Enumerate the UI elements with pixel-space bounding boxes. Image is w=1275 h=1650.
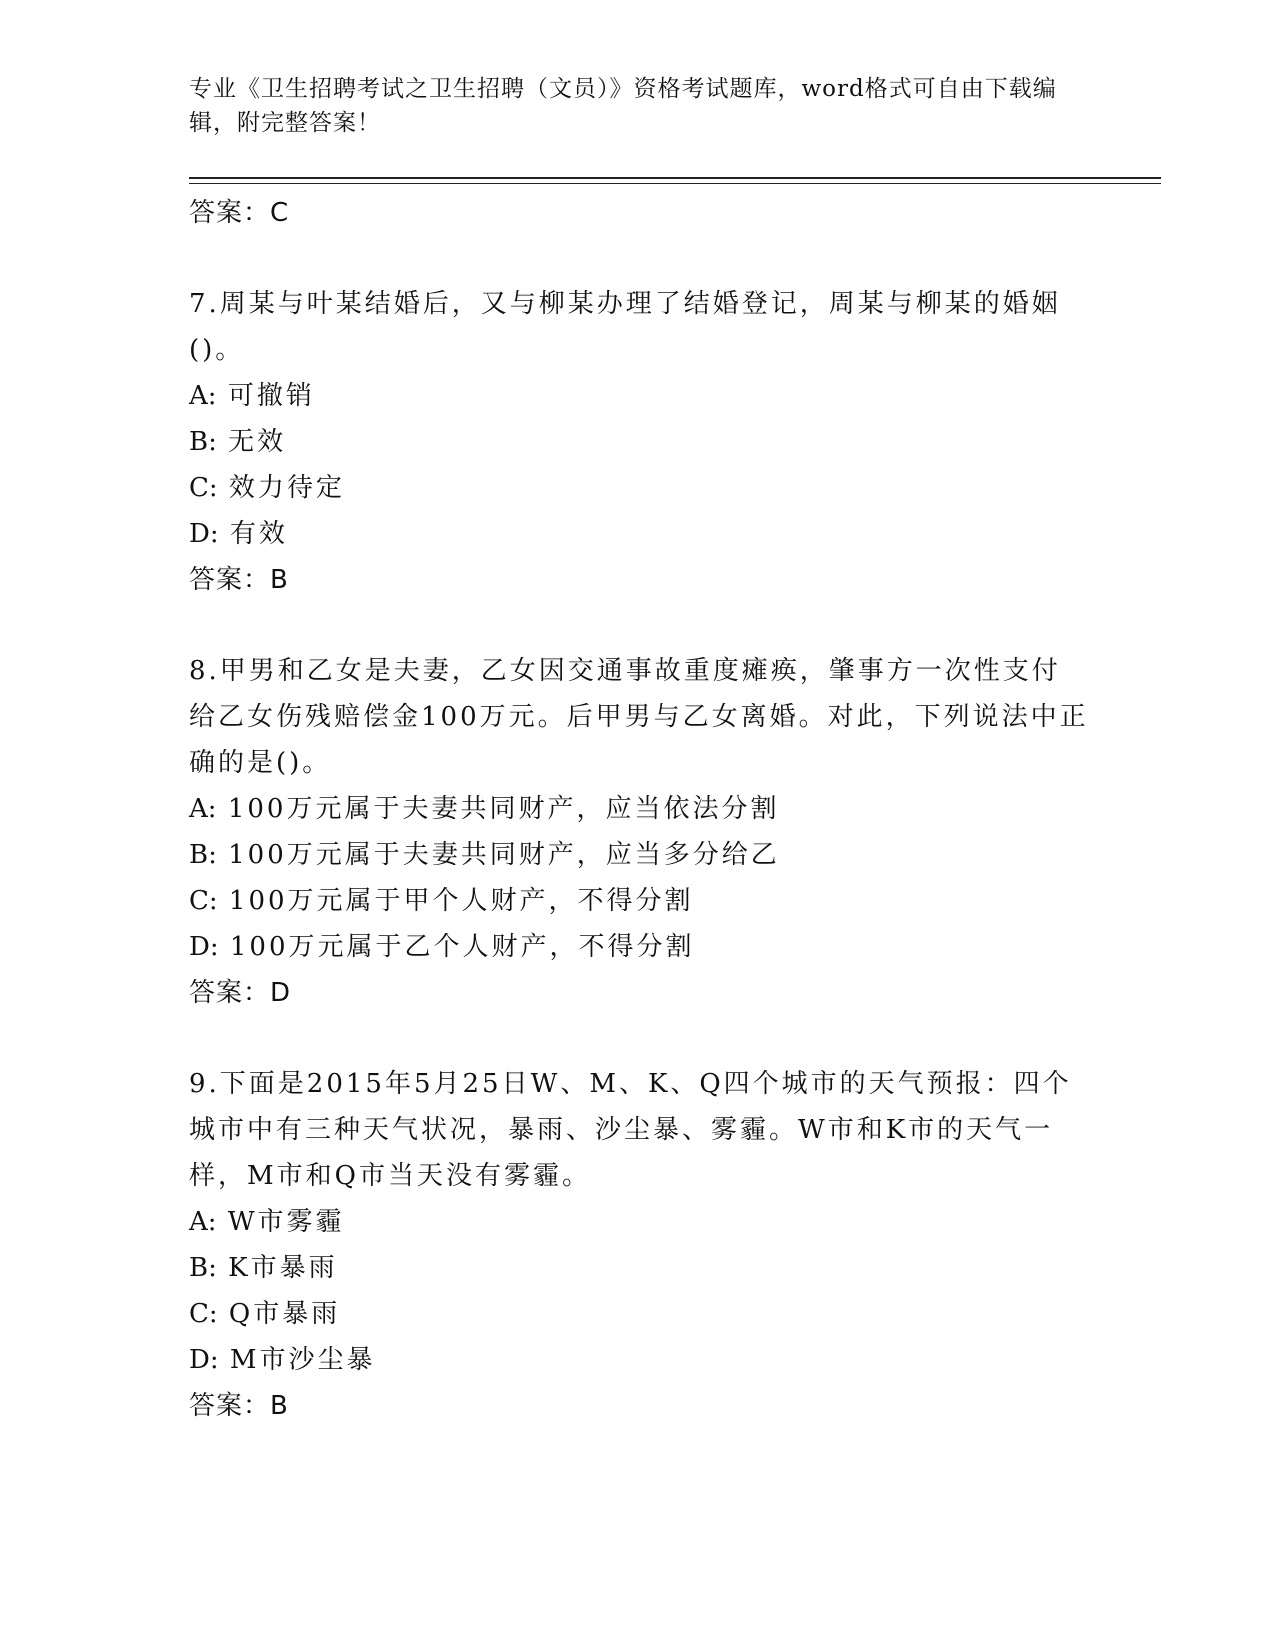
- option-key: C:: [189, 473, 218, 503]
- question-list: [189, 190, 1109, 1429]
- option-key: D:: [189, 1345, 219, 1375]
- answer-value: B: [270, 1391, 289, 1421]
- answer-value: B: [270, 565, 289, 595]
- header-divider-thick: [189, 177, 1161, 179]
- option-d: [189, 1337, 1109, 1383]
- previous-answer: [189, 190, 1109, 236]
- answer-label: 答案：: [189, 565, 271, 595]
- option-key: C:: [189, 1299, 218, 1329]
- question-9: [189, 1061, 1109, 1429]
- option-a: [189, 1199, 1109, 1245]
- option-key: A:: [189, 1207, 217, 1237]
- answer: [189, 557, 1109, 603]
- option-text: 100万元属于夫妻共同财产，应当多分给乙: [228, 840, 780, 870]
- header-divider-thin: [189, 183, 1161, 184]
- option-a: [189, 373, 1109, 419]
- option-text: K市暴雨: [228, 1253, 338, 1283]
- answer-label: 答案：: [189, 198, 271, 228]
- option-key: B:: [189, 427, 217, 457]
- answer-label: 答案：: [189, 978, 271, 1008]
- option-text: 效力待定: [228, 473, 345, 503]
- option-text: 可撤销: [227, 381, 315, 411]
- document-header: 专业《卫生招聘考试之卫生招聘（文员）》资格考试题库，word格式可自由下载编辑，附完整答案！: [189, 76, 1057, 136]
- option-c: [189, 465, 1109, 511]
- option-text: 无效: [228, 427, 287, 457]
- option-key: B:: [189, 840, 217, 870]
- question-stem: 8.甲男和乙女是夫妻，乙女因交通事故重度瘫痪，肇事方一次性支付给乙女伤残赔偿金100万元。后甲男与乙女离婚。对此，下列说法中正确的是()。: [189, 656, 1089, 778]
- option-text: 100万元属于乙个人财产，不得分割: [229, 932, 695, 962]
- option-key: B:: [189, 1253, 217, 1283]
- option-b: [189, 832, 1109, 878]
- question-7: [189, 281, 1109, 603]
- option-key: D:: [189, 932, 219, 962]
- answer-label: 答案：: [189, 1391, 271, 1421]
- option-key: A:: [189, 794, 217, 824]
- question-stem: 7.周某与叶某结婚后，又与柳某办理了结婚登记，周某与柳某的婚姻()。: [189, 289, 1061, 365]
- option-d: [189, 511, 1109, 557]
- option-text: M市沙尘暴: [229, 1345, 376, 1375]
- question-stem: 9.下面是2015年5月25日W、M、K、Q四个城市的天气预报：四个城市中有三种天气状况，暴雨、沙尘暴、雾霾。W市和K市的天气一样，M市和Q市当天没有雾霾。: [189, 1069, 1072, 1191]
- option-key: D:: [189, 519, 219, 549]
- option-text: Q市暴雨: [228, 1299, 341, 1329]
- option-text: W市雾霾: [227, 1207, 345, 1237]
- answer-value: C: [270, 198, 290, 228]
- option-a: [189, 786, 1109, 832]
- answer: [189, 970, 1109, 1016]
- option-text: 100万元属于甲个人财产，不得分割: [228, 886, 694, 916]
- question-8: [189, 648, 1109, 1016]
- option-key: C:: [189, 886, 218, 916]
- answer-value: D: [270, 978, 292, 1008]
- option-text: 有效: [229, 519, 288, 549]
- option-b: [189, 419, 1109, 465]
- option-c: [189, 1291, 1109, 1337]
- answer: [189, 1383, 1109, 1429]
- option-c: [189, 878, 1109, 924]
- option-d: [189, 924, 1109, 970]
- option-b: [189, 1245, 1109, 1291]
- option-text: 100万元属于夫妻共同财产，应当依法分割: [227, 794, 780, 824]
- option-key: A:: [189, 381, 217, 411]
